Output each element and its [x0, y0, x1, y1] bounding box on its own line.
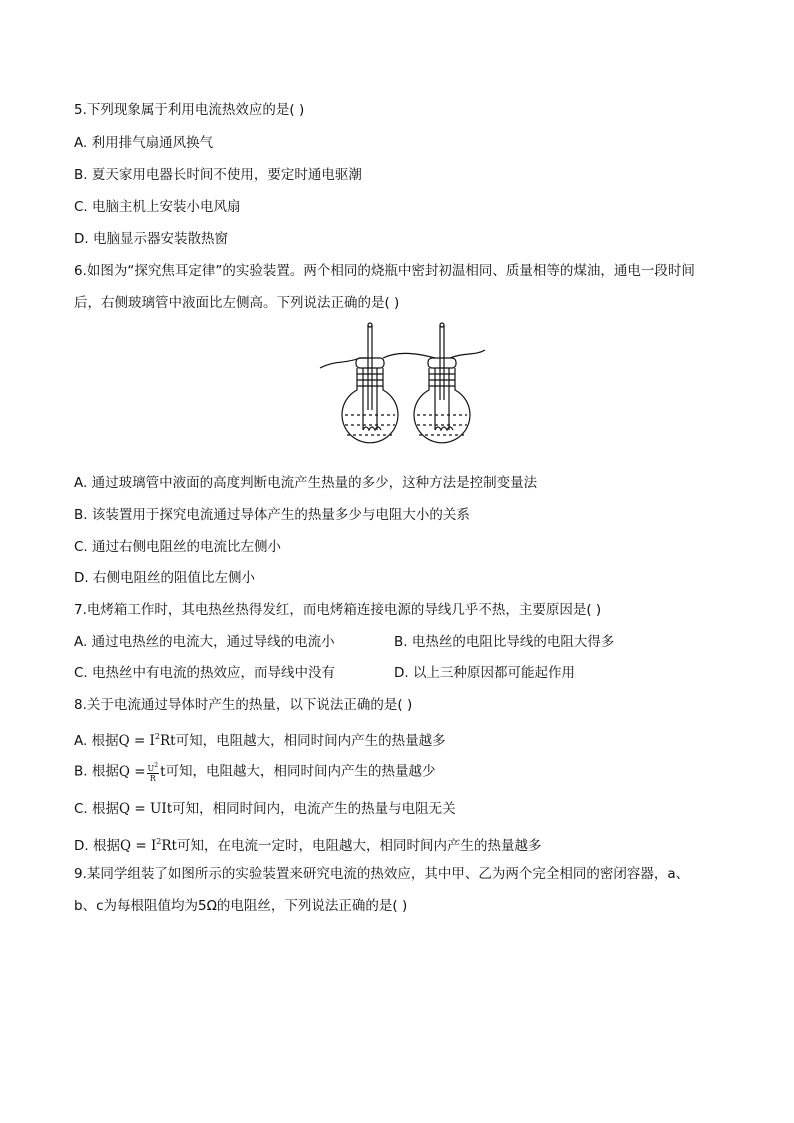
formula-part: Q =: [118, 763, 146, 780]
q8-option-d: [74, 832, 541, 856]
numerator-superscript: 2: [154, 762, 159, 769]
formula-part: Rt: [161, 838, 177, 854]
q8-option-b-prefix: B. 根据: [74, 763, 119, 780]
q8-stem: 8.关于电流通过导体时产生的热量，以下说法正确的是( ): [74, 697, 413, 713]
right-flask: [414, 323, 470, 443]
formula-superscript: 2: [154, 732, 160, 741]
q7-option-c: C. 电热丝中有电流的热效应，而导线中没有: [74, 665, 336, 681]
q8-option-c: [74, 799, 456, 819]
formula-part: Q = I: [118, 733, 155, 749]
q8-option-a-text: 可知，电阻越大，相同时间内产生的热量越多: [175, 733, 446, 749]
q5-option-c: C. 电脑主机上安装小电风扇: [74, 199, 241, 215]
q6-stem-line1: 6.如图为“探究焦耳定律”的实验装置。两个相同的烧瓶中密封初温相同、质量相等的煤油，通电一段时间: [74, 263, 695, 279]
q6-option-b: B. 该装置用于探究电流通过导体产生的热量多少与电阻大小的关系: [74, 507, 470, 523]
formula-fraction: [147, 761, 160, 783]
q6-option-d: D. 右侧电阻丝的阻值比左侧小: [74, 570, 255, 586]
fraction-numerator: [147, 761, 160, 774]
q8-option-d-prefix: D. 根据: [74, 838, 120, 854]
formula-superscript: 2: [156, 837, 162, 846]
q7-option-b: B. 电热丝的电阻比导线的电阻大得多: [394, 634, 615, 650]
q8-option-d-text: 可知，在电流一定时，电阻越大，相同时间内产生的热量越多: [176, 838, 542, 854]
formula-part: Q = I: [119, 838, 157, 854]
q8-option-c-text: 可知，相同时间内，电流产生的热量与电阻无关: [172, 801, 456, 817]
left-flask: [342, 323, 398, 443]
q8-option-c-formula: Q = UIt: [119, 801, 173, 817]
q6-stem-line2: 后，右侧玻璃管中液面比左侧高。下列说法正确的是( ): [74, 295, 400, 311]
q6-option-a: A. 通过玻璃管中液面的高度判断电流产生热量的多少，这种方法是控制变量法: [74, 475, 538, 491]
q8-option-b-text: 可知，电阻越大，相同时间内产生的热量越少: [165, 763, 436, 780]
q9-stem-line1: 9.某同学组装了如图所示的实验装置来研究电流的热效应，其中甲、乙为两个完全相同的密闭容器，a、: [74, 866, 690, 882]
q5-option-b: B. 夏天家用电器长时间不使用，要定时通电驱潮: [74, 167, 362, 183]
numerator-text: U: [147, 764, 155, 773]
q8-option-b-formula: [118, 762, 166, 783]
q5-option-d: D. 电脑显示器安装散热窗: [74, 231, 228, 247]
q5-stem: 5.下列现象属于利用电流热效应的是( ): [74, 102, 305, 118]
formula-part: Rt: [159, 733, 176, 749]
q8-option-a-prefix: A. 根据: [74, 733, 119, 749]
q8-option-a: [74, 727, 446, 751]
q5-option-a: A. 利用排气扇通风换气: [74, 135, 214, 151]
q7-stem: 7.电烤箱工作时，其电热丝热得发红，而电烤箱连接电源的导线几乎不热，主要原因是( ): [74, 602, 602, 618]
q8-option-d-formula: [120, 838, 177, 854]
fraction-denominator: R: [149, 774, 156, 783]
q6-option-c: C. 通过右侧电阻丝的电流比左侧小: [74, 539, 282, 555]
q8-option-a-formula: [119, 733, 176, 749]
q8-option-b: [74, 761, 436, 783]
joule-law-apparatus-figure: [315, 320, 490, 460]
q7-option-a: A. 通过电热丝的电流大，通过导线的电流小: [74, 634, 335, 650]
q8-option-c-prefix: C. 根据: [74, 801, 120, 817]
q7-option-d: D. 以上三种原因都可能起作用: [394, 665, 575, 681]
formula-part: t: [160, 763, 166, 780]
q9-stem-line2: b、c为每根阻值均为5Ω的电阻丝，下列说法正确的是( ): [74, 898, 408, 914]
